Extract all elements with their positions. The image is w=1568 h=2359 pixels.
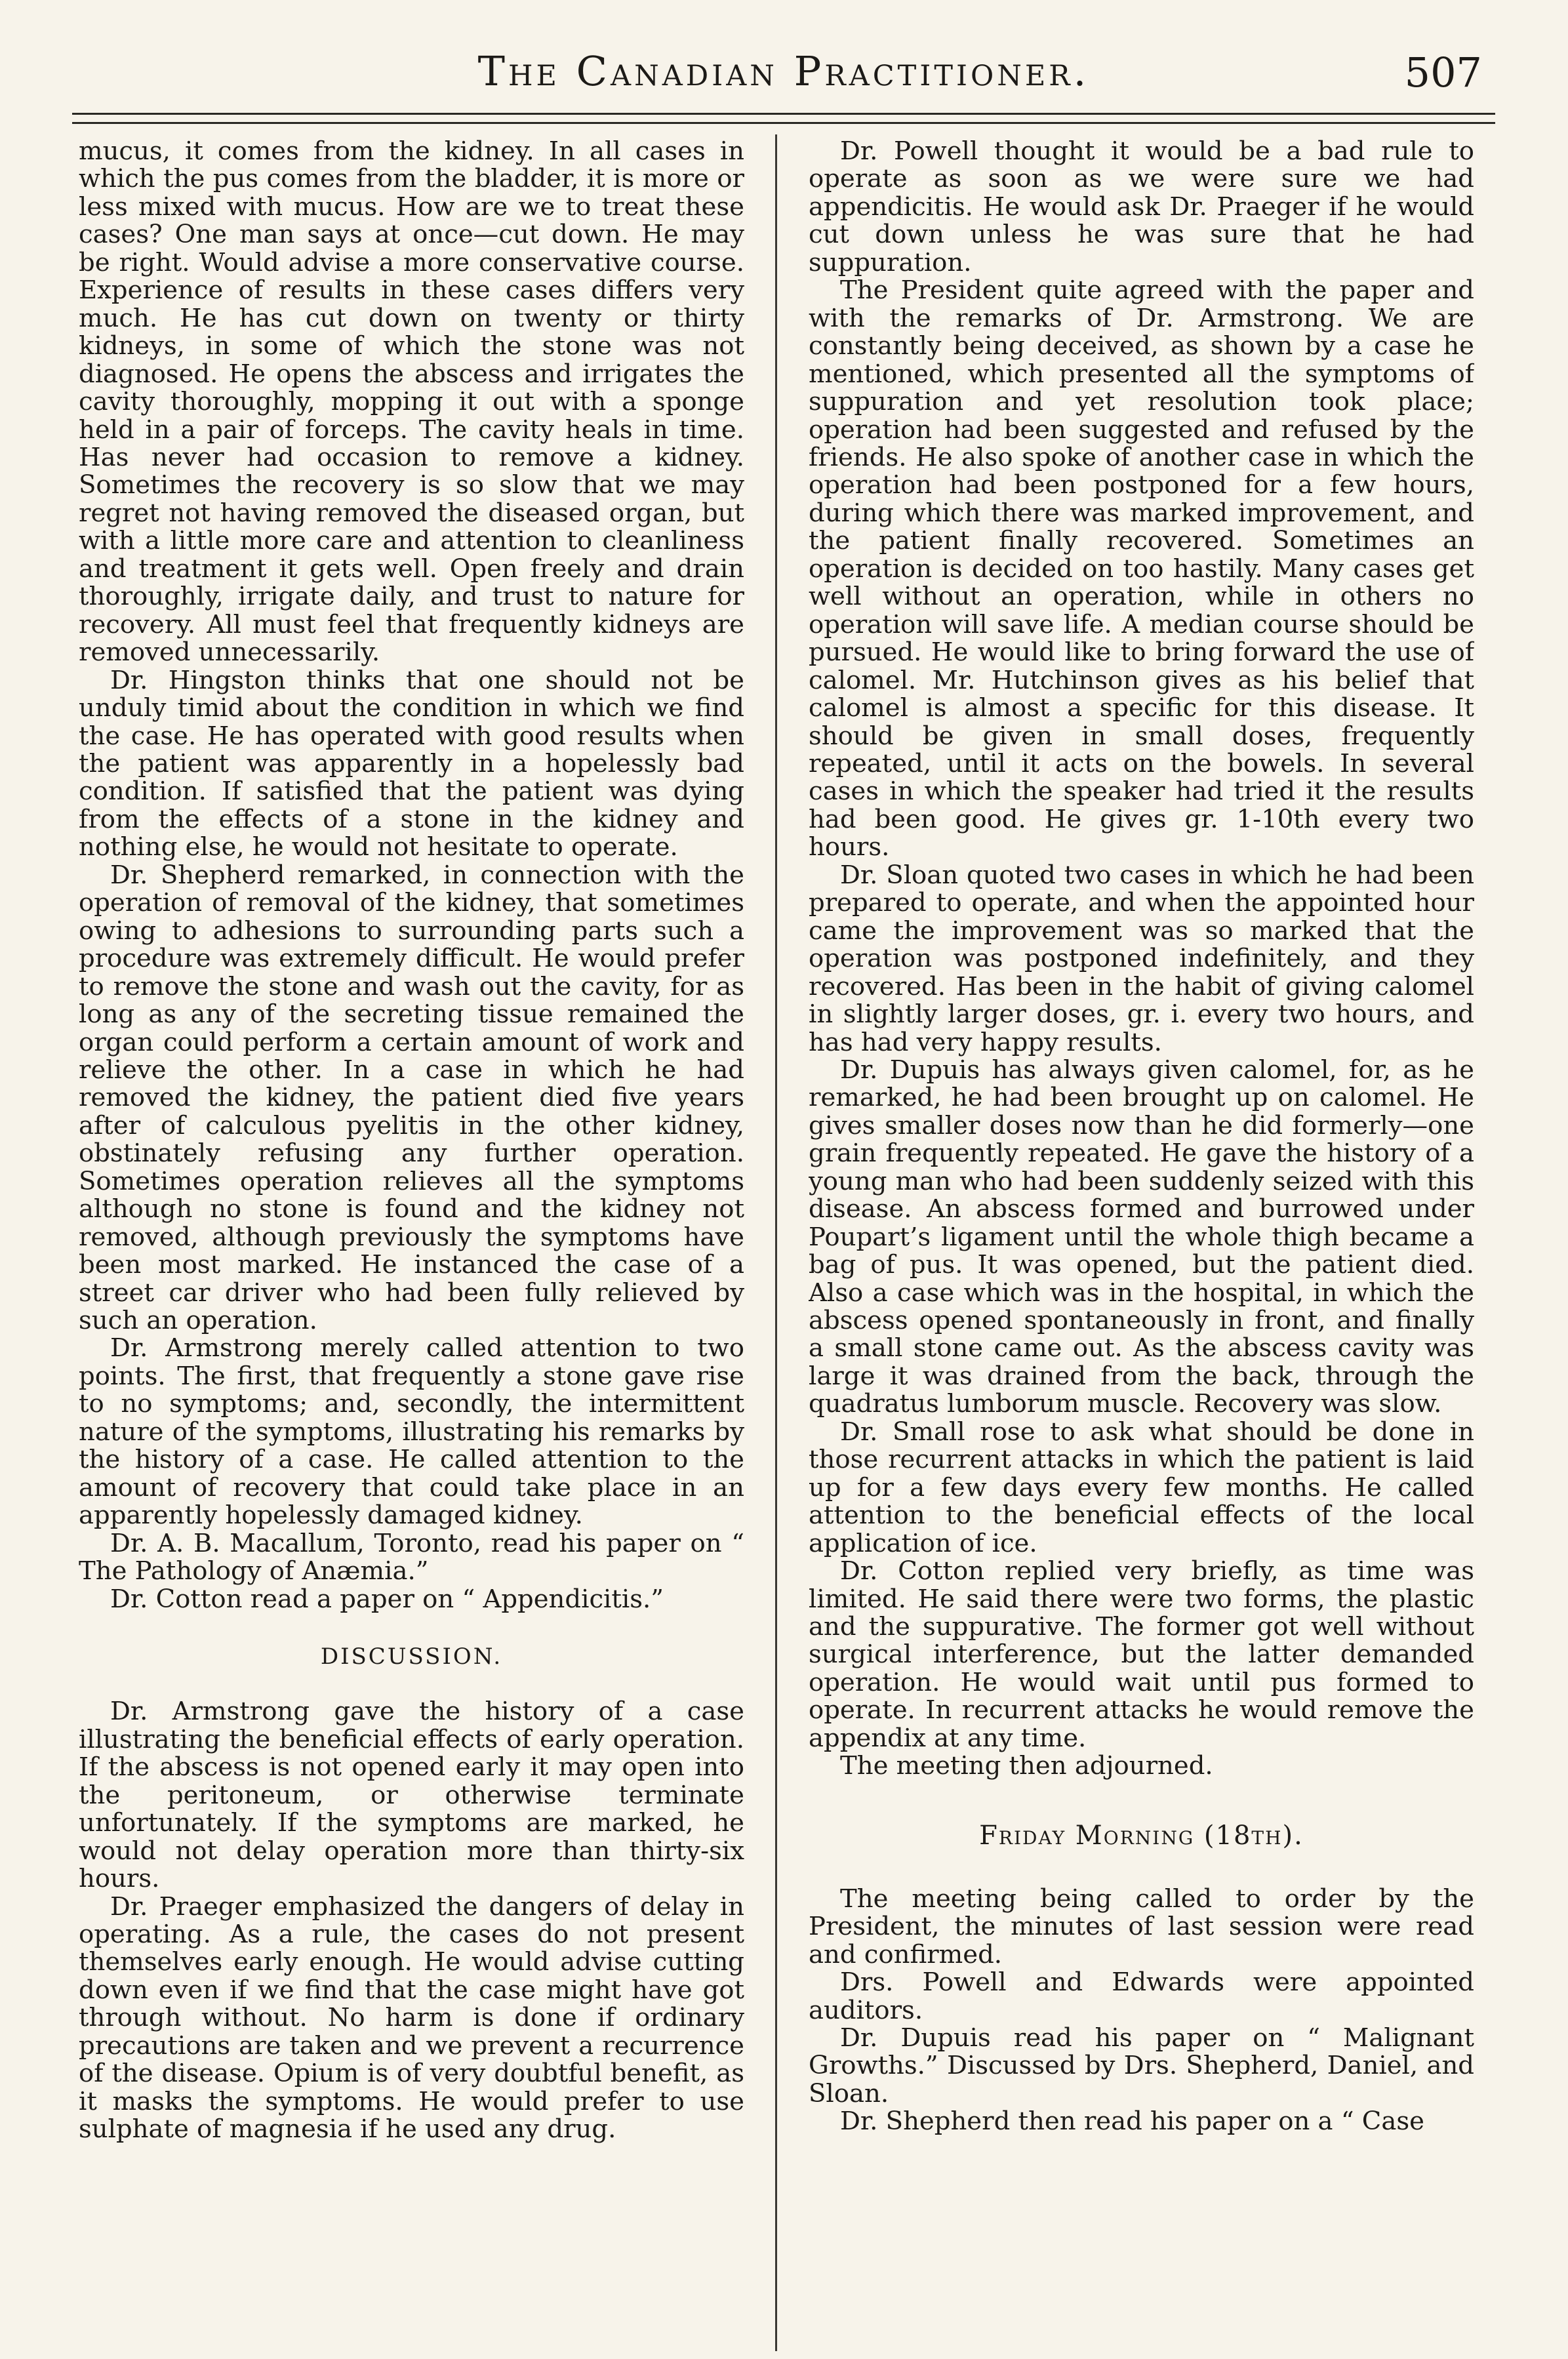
paragraph: Dr. A. B. Macallum, Toronto, read his paper on “ The Pathology of Anæmia.” (79, 1528, 744, 1586)
left-column (79, 138, 744, 2335)
paragraph: Dr. Shepherd remarked, in connection with the operation of removal of the kidney, that sometimes owing to adhesions to surrounding parts such a procedure was extremely difficult. He would prefer to remove the stone and wash out the cavity, for as long as any of the secreting tissue remained the organ could perform a certain amount of work and relieve the other. In a case in which he had removed the kidney, the patient died five years after of calculous pyelitis in the other kidney, obstinately refusing any further operation. Sometimes operation relieves all the symptoms although no stone is found and the kidney not removed, although previously the symptoms have been most marked. He instanced the case of a street car driver who had been fully relieved by such an operation. (79, 860, 744, 1336)
section-heading-discussion: DISCUSSION. (320, 1643, 503, 1670)
paragraph: Dr. Praeger emphasized the dangers of delay in operating. As a rule, the cases do not present themselves early enough. He would advise cutting down even if we find that the case might have got through without. No harm is done if ordinary precautions are taken and we prevent a recurrence of the disease. Opium is of very doubtful benefit, as it masks the symptoms. He would prefer to use sulphate of magnesia if he used any drug. (79, 1891, 744, 2145)
paragraph: mucus, it comes from the kidney. In all cases in which the pus comes from the bladder, it is more or less mixed with mucus. How are we to treat these cases? One man says at once—cut down. He may be right. Would advise a more conservative course. Experience of results in these cases differs very much. He has cut down on twenty or thirty kidneys, in some of which the stone was not diagnosed. He opens the abscess and irrigates the cavity thoroughly, mopping it out with a sponge held in a pair of forceps. The cavity heals in time. Has never had occasion to remove a kidney. Sometimes the recovery is so slow that we may regret not having removed the diseased organ, but with a little more care and attention to cleanliness and treatment it gets well. Open freely and drain thoroughly, irrigate daily, and trust to nature for recovery. All must feel that frequently kidneys are removed unnecessarily. (79, 138, 744, 668)
page-number: 507 (1404, 49, 1482, 96)
paragraph: Dr. Sloan quoted two cases in which he had been prepared to operate, and when the appointed hour came the improvement was so marked that the operation was postponed indefinitely, and they recovered. Has been in the habit of giving calomel in slightly larger doses, gr. i. every two hours, and has had very happy results. (809, 860, 1474, 1057)
paragraph: Dr. Dupuis read his paper on “ Malignant Growths.” Discussed by Drs. Shepherd, Daniel, and Sloan. (809, 2023, 1474, 2108)
right-column (809, 138, 1474, 2335)
paragraph: Dr. Armstrong merely called attention to two points. The first, that frequently a stone gave rise to no symptoms; and, secondly, the intermittent nature of the symptoms, illustrating his remarks by the history of a case. He called attention to the amount of recovery that could take place in an apparently hopelessly damaged kidney. (79, 1333, 744, 1531)
paragraph: Dr. Hingston thinks that one should not be unduly timid about the condition in which we find the case. He has operated with good results when the patient was apparently in a hopelessly bad condition. If satisfied that the patient was dying from the effects of a stone in the kidney and nothing else, he would not hesitate to operate. (79, 665, 744, 862)
paragraph: Dr. Small rose to ask what should be done in those recurrent attacks in which the patient is laid up for a few days every few months. He called attention to the beneficial effects of the local application of ice. (809, 1417, 1474, 1558)
paragraph: The meeting then adjourned. (840, 1751, 1213, 1781)
running-header (72, 34, 1495, 106)
paragraph: The President quite agreed with the paper and with the remarks of Dr. Armstrong. We are constantly being deceived, as shown by a case he mentioned, which presented all the symptoms of suppuration and yet resolution took place; operation had been suggested and refused by the friends. He also spoke of another case in which the operation had been postponed for a few hours, during which there was marked improvement, and the patient finally recovered. Sometimes an operation is decided on too hastily. Many cases get well without an operation, while in others no operation will save life. A median course should be pursued. He would like to bring forward the use of calomel. Mr. Hutchinson gives as his belief that calomel is almost a specific for this disease. It should be given in small doses, frequently repeated, until it acts on the bowels. In several cases in which the speaker had tried it the results had been good. He gives gr. 1-10th every two hours. (809, 275, 1474, 862)
header-rule-top (72, 113, 1495, 115)
paragraph: Dr. Cotton replied very briefly, as time was limited. He said there were two forms, the plastic and the suppurative. The former got well without surgical interference, but the latter demanded operation. He would wait until pus formed to operate. In recurrent attacks he would remove the appendix at any time. (809, 1556, 1474, 1753)
paragraph: The meeting being called to order by the President, the minutes of last session were read and confirmed. (809, 1884, 1474, 1969)
paragraph: Dr. Cotton read a paper on “ Appendicitis.” (110, 1584, 664, 1614)
header-rule-bottom (72, 122, 1495, 124)
section-heading-friday-morning: Friday Morning (18th). (979, 1820, 1304, 1851)
journal-title: The Canadian Practitioner. (477, 47, 1090, 95)
paragraph: Dr. Powell thought it would be a bad rule to operate as soon as we were sure we had appendicitis. He would ask Dr. Praeger if he would cut down unless he was sure that he had suppuration. (809, 138, 1474, 277)
paragraph: Dr. Dupuis has always given calomel, for, as he remarked, he had been brought up on calomel. He gives smaller doses now than he did formerly—one grain frequently repeated. He gave the history of a young man who had been suddenly seized with this disease. An abscess formed and burrowed under Poupart’s ligament until the whole thigh became a bag of pus. It was opened, but the patient died. Also a case which was in the hospital, in which the abscess opened spontaneously in front, and finally a small stone came out. As the abscess cavity was large it was drained from the back, through the quadratus lumborum muscle. Recovery was slow. (809, 1055, 1474, 1419)
paragraph: Drs. Powell and Edwards were appointed auditors. (809, 1967, 1474, 2025)
paragraph: Dr. Armstrong gave the history of a case illustrating the beneficial effects of early operation. If the abscess is not opened early it may open into the peritoneum, or otherwise terminate unfortunately. If the symptoms are marked, he would not delay operation more than thirty-six hours. (79, 1697, 744, 1894)
paragraph: Dr. Shepherd then read his paper on a “ Case (840, 2107, 1424, 2137)
column-divider (775, 134, 777, 2351)
